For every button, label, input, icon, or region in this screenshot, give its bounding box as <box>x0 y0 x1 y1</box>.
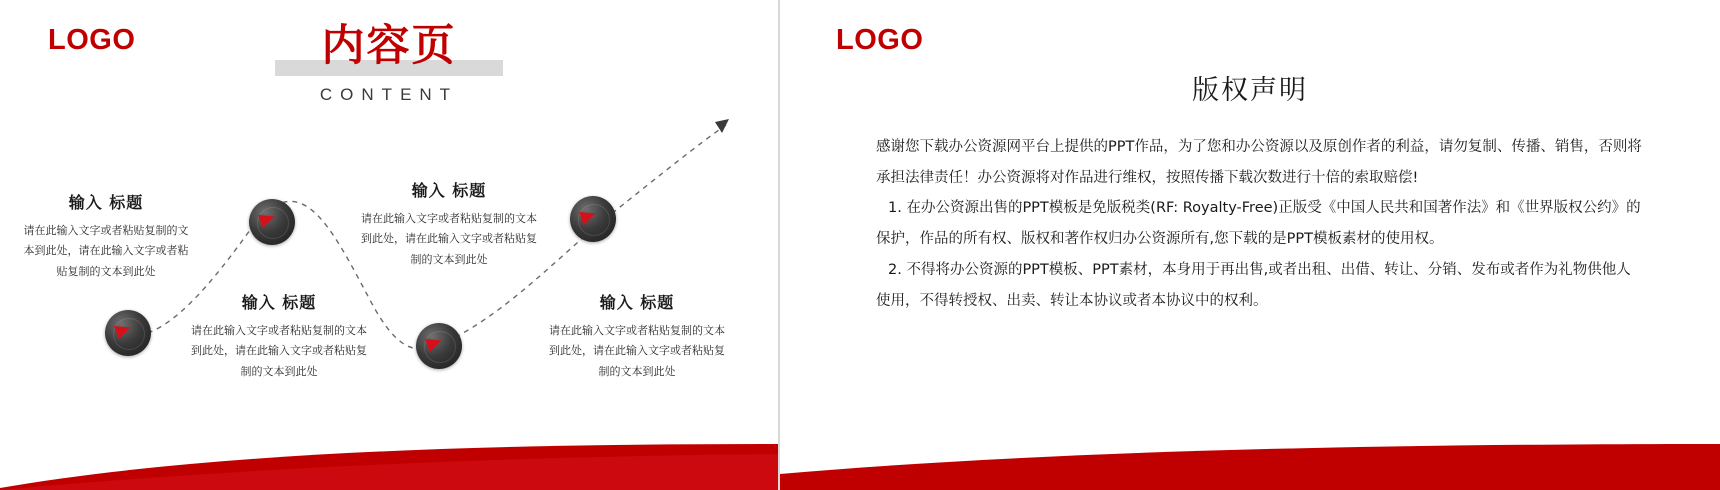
copyright-paragraph-3: 2. 不得将办公资源的PPT模板、PPT素材，本身用于再出售,或者出租、出借、转让、分销、发布或者作为礼物供他人使用，不得转授权、出卖、转让本协议或者本协议中的权利。 <box>876 261 1631 309</box>
copyright-title: 版权声明 <box>1192 75 1308 106</box>
page-title-en: CONTENT <box>319 85 459 104</box>
bottom-red-swoosh-right <box>780 444 1720 490</box>
curve-label-3-title: 输入 标题 <box>411 181 487 200</box>
node-marker-1[interactable] <box>105 310 151 356</box>
logo-left: LOGO <box>48 24 136 56</box>
curve-label-1-title: 输入 标题 <box>68 193 144 212</box>
page-title-cn: 内容页 <box>321 21 457 71</box>
node-marker-3[interactable] <box>416 323 462 369</box>
curve-label-4-title: 输入 标题 <box>599 293 675 312</box>
slide-content-page <box>0 0 778 490</box>
curve-label-1-body: 请在此输入文字或者粘贴复制的文本到此处，请在此输入文字或者粘贴复制的文本到此处 <box>23 224 189 278</box>
curve-label-2-title: 输入 标题 <box>241 293 317 312</box>
copyright-body <box>876 132 1644 316</box>
logo-right: LOGO <box>836 24 924 56</box>
curve-label-4 <box>546 290 728 382</box>
slide-copyright-page <box>780 0 1720 490</box>
curve-label-1 <box>20 190 192 282</box>
bottom-red-swoosh-left <box>0 444 778 490</box>
curve-label-2 <box>188 290 370 382</box>
curve-label-3 <box>358 178 540 270</box>
copyright-paragraph-2: 1. 在办公资源出售的PPT模板是免版税类(RF: Royalty-Free)正版受《中国人民共和国著作法》和《世界版权公约》的保护，作品的所有权、版权和著作权归办公资源所有,您下载的是PPT模板素材的使用权。 <box>876 200 1641 248</box>
node-marker-4[interactable] <box>570 196 616 242</box>
copyright-paragraph-1: 感谢您下载办公资源网平台上提供的PPT作品，为了您和办公资源以及原创作者的利益，请勿复制、传播、销售，否则将承担法律责任！办公资源将对作品进行维权，按照传播下载次数进行十倍的索取赔偿! <box>876 139 1642 186</box>
page-title <box>234 12 544 105</box>
curve-label-4-body: 请在此输入文字或者粘贴复制的文本到此处，请在此输入文字或者粘贴复制的文本到此处 <box>549 324 725 378</box>
curve-label-3-body: 请在此输入文字或者粘贴复制的文本到此处，请在此输入文字或者粘贴复制的文本到此处 <box>361 212 537 266</box>
node-marker-2[interactable] <box>249 199 295 245</box>
curve-label-2-body: 请在此输入文字或者粘贴复制的文本到此处，请在此输入文字或者粘贴复制的文本到此处 <box>191 324 367 378</box>
